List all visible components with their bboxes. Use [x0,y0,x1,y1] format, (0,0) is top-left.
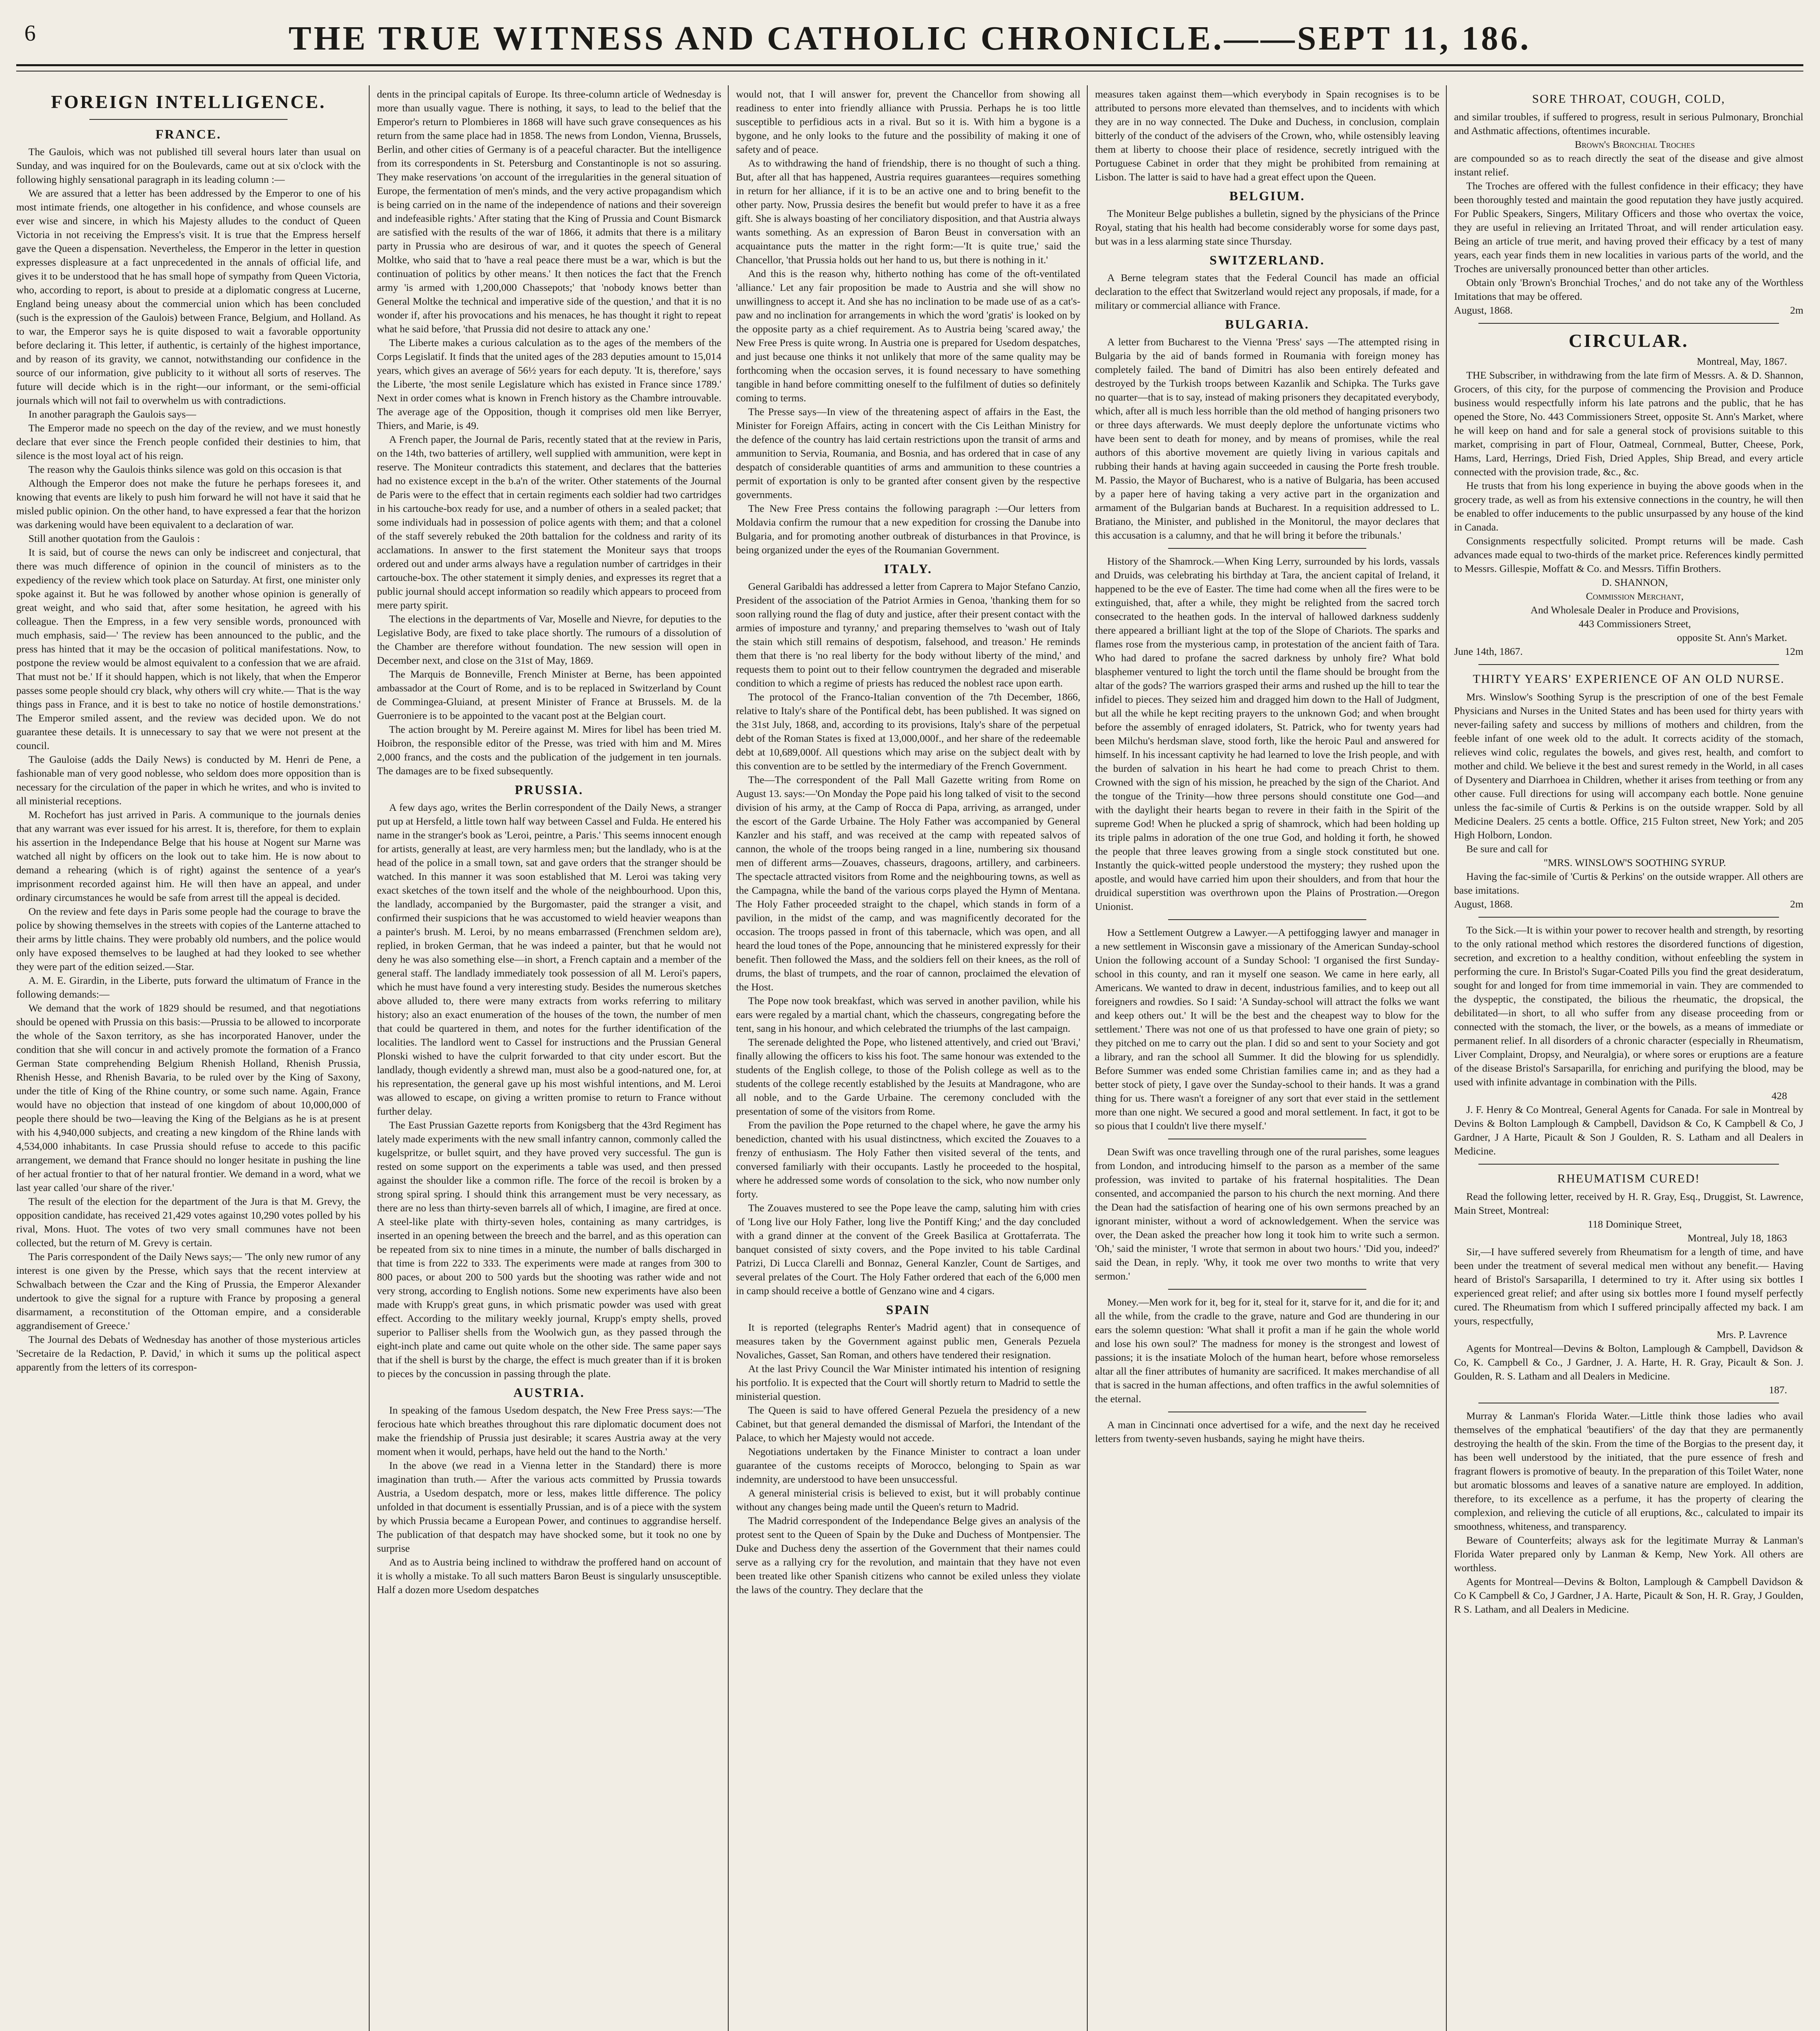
masthead-rule-top [16,64,1803,66]
column-3 [736,87,1080,2031]
article-paragraph: The serenade delighted the Pope, who listened attentively, and cried out 'Bravi,' finally allowing the officers to kiss his foot. The same honour was extended to the students of the English college, to those of the Polish college as well as to the students of the college recently established by the Jesuits at Mandragone, who are all noble, and to the Garde Urbaine. The ceremony concluded with the presentation of some of the visitors from Rome. [736,1036,1080,1117]
ad-paragraph: THE Subscriber, in withdrawing from the late firm of Messrs. A. & D. Shannon, Grocers, of this city, for the purpose of commencing the Provision and Produce business would respectfully inform his late patrons and the public, that he has opened the Store, No. 443 Commissioners Street, opposite St. Ann's Market, where he will keep on hand and for sale a general stock of provisions suitable to this market, comprising in part of Flour, Oatmeal, Cornmeal, Butter, Cheese, Pork, Hams, Lard, Herrings, Dried Fish, Dried Apples, Ship Bread, and every article connected with the provision trade, &c., &c. [1454,369,1803,478]
column-divider-4 [1446,85,1447,2031]
ad-paragraph: Consignments respectfully solicited. Prompt returns will be made. Cash advances made equal to two-thirds of the market price. References kindly permitted to Messrs. Gillespie, Moffatt & Co. and Messrs. Tiffin Brothers. [1454,535,1803,574]
ad-heading-rheumatism: RHEUMATISM CURED! [1557,1172,1700,1185]
item-rule [1168,919,1366,920]
heading-france: FRANCE. [155,127,222,141]
column-divider-1 [369,85,370,2031]
article-paragraph: The Moniteur Belge publishes a bulletin, signed by the physicians of the Prince Royal, stating that his health had become considerably worse for some days past, but was in a less alarming state since Thursday. [1095,208,1439,247]
ad-rule [1478,664,1779,665]
ad-code: 2m [1790,898,1803,910]
ad-paragraph: Murray & Lanman's Florida Water.—Little think those ladies who avail themselves of the emphatical 'beautifiers' of the day that they are permanently destroying the health of the skin. From the time of the Borgias to the present day, it has been well understood by the initiated, that the pure essence of fresh and fragrant flowers is promotive of beauty. In the preparation of this Toilet Water, none but aromatic blossoms and leaves of a sanative nature are employed. In addition, therefore, to its excellence as a perfume, it has the property of clearing the complexion, and relieving the cuticle of all eruptions, &c., calculated to impair its smoothness, whiteness, and transparency. [1454,1410,1803,1532]
ad-signature-title: Commission Merchant, [1586,590,1684,602]
article-paragraph: On the review and fete days in Paris some people had the courage to brave the police by showing themselves in the streets with copies of the Lanterne attached to their arms by little chains. They were probably old numbers, and the police would only have exposed themselves to be laughed at had they looked to see whether they were part of the edition seized.—Star. [16,905,361,972]
article-paragraph: A French paper, the Journal de Paris, recently stated that at the review in Paris, on the 14th, two batteries of artillery, well supplied with ammunition, were kept in reserve. The Moniteur contradicts this statement, and declares that the batteries had no existence except in the b.a'n of the writer. Other statements of the Journal de Paris were to the effect that in certain regiments each soldier had two cartridges in his cartouche-box ready for use, and a number of others in a sealed packet; that some individuals had in possession of police agents with them; and that a colonel of the staff severely rebuked the 20th battalion for the coldness and rarity of its acclamations. In answer to the first statement the Moniteur says that troops ordered out and under arms always have a regulation number of cartridges in their cartouche-box. The other statement it simply denies, and expresses its regret that a public journal should accept information so readily which appears to proceed from mere party spirit. [377,433,721,611]
article-paragraph: The Presse says—In view of the threatening aspect of affairs in the East, the Minister for Foreign Affairs, acting in concert with the Cis Leithan Ministry for the defence of the country has laid certain restrictions upon the transit of arms and ammunition to Servia, Roumania, and Bosnia, and has ordered that in case of any despatch of considerable quantities of arms and ammunition to these countries a permit of exportation is only to be granted after consent given by the respective governments. [736,406,1080,500]
article-paragraph: In speaking of the famous Usedom despatch, the New Free Press says:—'The ferocious hate which breathes throughout this rare diplomatic document does not make the friendship of Prussia just desirable; it scares Austria away at the very moment when it would, perhaps, have held out the hand to the North.' [377,1404,721,1457]
article-paragraph: It is said, but of course the news can only be indiscreet and conjectural, that there was much difference of opinion in the council of ministers as to the expediency of the review which took place on Saturday. At first, one minister only spoke against it. But he was followed by another whose opinion is generally of great weight, and who said that, after some hesitation, he agreed with his colleague. Then the Empress, in a few very sensible words, pronounced with much emphasis, said—' The review has been announced to the public, and the press has hinted that it may be the occasion of political manifestations. Now, to postpone the review would be almost equivalent to a confession that we are afraid. That must not be.' If it should happen, which is not likely, that when the Emperor passes some people should cry black, why others will cry white.— That is the way things pass in France, and it is best to take no notice of hostile demonstrations.' The Emperor smiled assent, and the review was decided upon. We do not guarantee these details. It is unnecessary to say that we were not present at the council. [16,546,361,751]
article-paragraph: The result of the election for the department of the Jura is that M. Grevy, the opposition candidate, has received 21,429 votes against 10,290 votes polled by his rival, Mons. Huot. The votes of two very small communes have not been collected, but the return of M. Grevy is certain. [16,1195,361,1249]
ad-paragraph: Agents for Montreal—Devins & Bolton, Lamplough & Campbell, Davidson & Co, K. Campbell & Co., J Gardner, J. A. Harte, H. R. Gray, Picault & Son. J. Goulden, R. S. Latham and all Dealers in Medicine. [1454,1342,1803,1382]
article-paragraph: The Zouaves mustered to see the Pope leave the camp, saluting him with cries of 'Long live our Holy Father, long live the Pontiff King;' and the day concluded with a grand dinner at the convent of the Greek Basilica at Grottaferrata. The banquet consisted of sixty covers, and the Pope invited to his table Cardinal Patrizi, Di Lucca Clarelli and Bonnaz, General Kanzler, Count de Sartiges, and several prelates of the Court. The Holy Father ordered that each of the 6,000 men in camp should receive a bottle of Genzano wine and 4 cigars. [736,1202,1080,1297]
article-paragraph: History of the Shamrock.—When King Lerry, surrounded by his lords, vassals and Druids, was celebrating his birthday at Tara, the ancient capital of Ireland, it happened to be the eve of Easter. The time had come when all the fires were to be extinguished, that, after a while, they might be relighted from the sacred torch consecrated to the heathen gods. In the interval of hallowed darkness suddenly there appeared a brilliant light at the top of the Slope of Chariots. The sparks and flames rose from the mysterious camp, in protestation of the ancient faith of Tara. Who had dared to profane the sacred darkness by unholy fire? What bold blasphemer ventured to light the torch until the flame should be brought from the altar of the gods? The warriors grasped their arms and rushed up the hill to tear the infidel to pieces. They seized him and dragged him down to the Hall of Judgment, but all the while he kept reciting prayers to the unknown God; and when brought before the assembly of enraged idolaters, St. Patrick, who for twenty years had been Milchu's herdsman slave, stood forth, like the heroic Paul and answered for himself. In his incessant captivity he had learned to love the Irish people, and with the burden of salvation in his heart he had come to preach Christ to them. Crowned with the sign of his mission, he preached by the sign of the Chariot. And the tongue of the Trinity—how three persons should constitute one God—and with the daylight their hearts began to revere in their faith in the Spirit of the supreme God! When he plucked a sprig of shamrock, which had been holding up its triple palms in adoration of the one true God, and holding it forth, he showed the people that three leaves growing from a single stock constituted but one. Instantly the quick-witted people understood the mystery; they rushed upon the apostle, and would have carried him upon their shoulders, and from that hour the druidical superstition was overthrown upon the Plains of Prostration.—Oregon Unionist. [1095,555,1439,912]
ad-rule [1478,323,1779,324]
ad-heading-sore-throat: SORE THROAT, COUGH, COLD, [1532,92,1725,106]
article-paragraph: measures taken against them—which everybody in Spain recognises is to be attributed to persons more elevated than themselves, and to incidents with which they are in no way connected. The Duke and Duchess, in conclusion, complain bitterly of the conduct of the advisers of the Crown, who, while ostensibly leaving them at liberty to choose their place of residence, secretly intrigued with the Portuguese Cabinet in order that they might be prohibited from remaining at Lisbon. The latter is said to have had a great effect upon the Queen. [1095,88,1439,183]
article-paragraph: The Journal des Debats of Wednesday has another of those mysterious articles 'Secretaire de la Redaction, P. David,' in which it sums up the political aspect apparently from the letters of its correspon- [16,1334,361,1373]
ad-code: 2m [1790,304,1803,316]
article-paragraph: The reason why the Gaulois thinks silence was gold on this occasion is that [28,463,342,475]
ad-paragraph: Beware of Counterfeits; always ask for the legitimate Murray & Lanman's Florida Water prepared only by Lanman & Kemp, New York. All others are worthless. [1454,1534,1803,1574]
heading-italy: ITALY. [884,561,933,576]
page-number: 6 [24,21,36,46]
article-paragraph: M. Rochefort has just arrived in Paris. A communique to the journals denies that any warrant was ever issued for his arrest. It is, therefore, for them to explain his assertion in the Independance Belge that his house at Nogent sur Marne was watched all night by officers on the look out to take him. He is now about to demand a rehearing (which is of right) against the sentence of a year's imprisonment recorded against him. He will then have an appeal, and under ordinary circumstances he would be safe from arrest till the appeal is decided. [16,809,361,903]
newspaper-title: THE TRUE WITNESS AND CATHOLIC CHRONICLE.——SEPT 11, 186. [288,19,1531,57]
article-paragraph: Money.—Men work for it, beg for it, steal for it, starve for it, and die for it; and all the while, from the cradle to the grave, nature and God are thundering in our ears the solemn question: 'What shall it profit a man if he gain the whole world and lose his own soul?' The madness for money is the strongest and lowest of passions; it is the insatiate Moloch of the human heart, before whose remorseless altar all the finer attributes of humanity are sacrificed. It makes merchandise of all that is sacred in the human affections, and often traffics in the awful solemnities of the eternal. [1095,1296,1439,1405]
article-paragraph: We demand that the work of 1829 should be resumed, and that negotiations should be opened with Prussia on this basis:—Prussia to be allowed to incorporate the whole of the Saxon territory, as she has incorporated Hanover, under the condition that she will concur in and actively promote the formation of a Franco German State comprehending Belgium Rhenish Holland, Rhenish Prussia, Rhenish Hesse, and Rhenish Bavaria, to be ruled over by the King of Saxony, under the title of King of the Rhine country, or some such name. Again, France would have no objection that instead of one kingdom of about 10,000,000 of people there should be two—leaving the King of the Belgians as he is at present with his 4,940,000 subjects, and creating a new kingdom of the Rhine lands with 4,534,000 inhabitants. In case Prussia should refuse to accede to this pacific arrangement, we demand that France should no longer hesitate in pushing the line of her actual frontier to that of her natural frontier. We demand in a word, what we last year called 'our share of the river.' [16,1002,361,1193]
article-paragraph: In another paragraph the Gaulois says— [28,408,196,420]
column-4 [1095,87,1439,2031]
ad-address: And Wholesale Dealer in Produce and Provisions, [1530,604,1739,616]
item-rule [1168,1289,1366,1290]
ad-dateline [1454,645,1803,658]
ad-letter-date: Montreal, July 18, 1863 [1687,1232,1787,1244]
section-title: FOREIGN INTELLIGENCE. [51,91,326,112]
column-2 [377,87,721,2031]
article-paragraph: The protocol of the Franco-Italian convention of the 7th December, 1866, relative to Italy's share of the Pontifical debt, has been published. It was signed on the 31st July, 1868, and, according to its provisions, Italy's share of the perpetual debt of the Roman States is fixed at 13,000,000f., and her share of the redeemable debt at 10,689,000f. All questions which may arise on the subject dealt with by this convention are to be settled by the intermediary of the French Government. [736,691,1080,772]
article-paragraph: A Berne telegram states that the Federal Council has made an official declaration to the effect that Switzerland would reject any proposals, if made, for a military or commercial alliance with France. [1095,272,1439,311]
heading-rule [89,119,288,120]
heading-spain: SPAIN [886,1302,931,1317]
article-paragraph: How a Settlement Outgrew a Lawyer.—A pettifogging lawyer and manager in a new settlement in Wisconsin gave a missionary of the American Sunday-school Union the following account of a Sunday School: 'I organised the first Sunday-school in this county, and ran it myself one season. We came in here early, all Americans. We wanted to draw in decent, industrious families, and to keep out all foreigners and rowdies. So I said: 'A Sunday-school will attract the folks we want and keep others out.' It will be the best and the cheapest way to blow for the settlement.' There was not one of us that professed to have one grain of piety; so they pitched on me to carry out the plan. I did so and sent to your Society and got a library, and ran the school all Summer. It did the blowing for us splendidly. Before Summer was ended some Christian families came in; and as they had a better stock of piety, I gave over the Sunday-school to their hands. It was a grand thing for us. There wasn't a foreigner of any sort that ever staid in the settlement more than one night. We secured a good and moral settlement. In fact, it got to be so pious that I couldn't live there myself.' [1095,927,1439,1132]
ad-paragraph: Having the fac-simile of 'Curtis & Perkins' on the outside wrapper. All others are base imitations. [1454,870,1803,896]
ad-rule [1478,917,1779,918]
article-paragraph: The Liberte makes a curious calculation as to the ages of the members of the Corps Legislatif. It finds that the united ages of the 283 deputies amount to 15,014 years, which gives an average of 56½ years for each deputy. 'It is, therefore,' says the Liberte, 'the most senile Legislature which has existed in France since 1789.' Next in order comes what is known in French history as the Chambre introuvable. The average age of the Opposition, though it comprises old men like Berryer, Thiers, and Marie, is 49. [377,337,721,431]
ad-paragraph: Mrs. Winslow's Soothing Syrup is the prescription of one of the best Female Physicians and Nurses in the United States and has been used for thirty years with never-failing safety and success by millions of mothers and children, from the feeble infant of one week old to the adult. It corrects acidity of the stomach, relieves wind colic, regulates the bowels, and gives rest, health, and comfort to mother and child. We believe it the best and surest remedy in the World, in all cases of Dysentery and Diarrhoea in Children, whether it arises from teething or from any other cause. Full directions for using will accompany each bottle. None genuine unless the fac-simile of Curtis & Perkins is on the outside wrapper. Sold by all Medicine Dealers. 25 cents a bottle. Office, 215 Fulton street, New York; and 205 High Holborn, London. [1454,691,1803,841]
heading-prussia: PRUSSIA. [515,782,584,797]
ad-code: 187. [1769,1384,1787,1396]
article-paragraph: The Gaulois, which was not published till several hours later than usual on Sunday, and was inquired for on the Boulevards, came out at six o'clock with the following highly sensational paragraph in its leading column :— [16,146,361,185]
ad-paragraph: The Troches are offered with the fullest confidence in their efficacy; they have been thoroughly tested and maintain the good reputation they have justly acquired. For Public Speakers, Singers, Military Officers and those who overtax the voice, they are useful in relieving an Irritated Throat, and will render articulation easy. Being an article of true merit, and having proved their efficacy by a test of many years, each year finds them in new localities in various parts of the world, and the Troches are universally pronounced better than other articles. [1454,180,1803,275]
ad-paragraph: He trusts that from his long experience in buying the above goods when in the grocery trade, as well as from his extensive connections in the country, he will then be enabled to offer inducements to the public unsurpassed by any house of the kind in Canada. [1454,480,1803,533]
ad-date: June 14th, 1867. [1454,645,1523,657]
article-paragraph: General Garibaldi has addressed a letter from Caprera to Major Stefano Canzio, President of the association of the Patriot Armies in Genoa, 'thanking them for so soon rallying round the flag of duty and justice, after their present contact with the armies of imposture and tyranny,' and preparing themselves to 'wash out of Italy the stain which still remains of despotism, falsehood, and treason.' He reminds them that there is 'no real liberty for the body without liberty of the mind,' and requests them to point out to their fellow countrymen the degraded and miserable condition to which a regime of priests has reduced the noblest race upon earth. [736,580,1080,689]
item-rule [1168,548,1366,549]
article-paragraph: The Marquis de Bonneville, French Minister at Berne, has been appointed ambassador at the Court of Rome, and is to be replaced in Switzerland by Count de Commingea-Gluiand, at present Minister of France at Brussels. M. de la Guerroniere is to be appointed to the vacant post at the Belgian court. [377,668,721,721]
ad-signature: Mrs. P. Lavrence [1716,1329,1787,1340]
article-paragraph: And this is the reason why, hitherto nothing has come of the oft-ventilated 'alliance.' Let any fair proposition be made to Austria and she will show no unwillingness to accept it. And she has no inclination to be made use of as a cat's-paw and no inclination for arrangements in which the word 'gratis' is looked on by the opposite party as a chief requirement. As to Austria being 'scared away,' the New Free Press is quite wrong. In Austria one is prepared for Usedom despatches, and just because one thinks it not unlikely that more of the same quality may be forthcoming when the occasion serves, it is found necessary to have something tangible in hand before committing oneself to the fulfilment of duties so definitely coming to terms. [736,268,1080,404]
article-paragraph: would not, that I will answer for, prevent the Chancellor from showing all readiness to enter into friendly alliance with Prussia. Perhaps he is too little susceptible to perfidious acts in a rival. But so it is. With him a bygone is a bygone, and he only looks to the future and the possibility of making it one of safety and of peace. [736,88,1080,155]
ad-heading-thirty-years: THIRTY YEARS' EXPERIENCE OF AN OLD NURSE. [1473,672,1785,686]
ad-paragraph: and similar troubles, if suffered to progress, result in serious Pulmonary, Bronchial and Asthmatic affections, oftentimes incurable. [1454,111,1803,136]
article-paragraph: A general ministerial crisis is believed to exist, but it will probably continue without any changes being made until the Queen's return to Madrid. [736,1487,1080,1513]
article-paragraph: Still another quotation from the Gaulois : [28,533,200,544]
ad-address: 443 Commissioners Street, [1578,618,1691,630]
article-paragraph: A man in Cincinnati once advertised for a wife, and the next day he received letters from twenty-seven husbands, saying he might have theirs. [1095,1419,1439,1444]
ad-paragraph: Sir,—I have suffered severely from Rheumatism for a length of time, and have been under the treatment of several medical men without any benefit.— Having heard of Bristol's Sarsaparilla, I determined to try it. After using six bottles I experienced great relief; and after using six bottles more I found myself perfectly cured. The Rheumatism from which I suffered principally affected my back. I am yours, respectfully, [1454,1246,1803,1327]
article-paragraph: The New Free Press contains the following paragraph :—Our letters from Moldavia confirm the rumour that a new expedition for crossing the Danube into Bulgaria, and for promoting another outbreak of disturbances in that Province, is being organized under the eyes of the Roumanian Government. [736,502,1080,556]
article-paragraph: We are assured that a letter has been addressed by the Emperor to one of his most intimate friends, one altogether in his confidence, and whose counsels are ever wise and sincere, in which his Majesty alludes to the conduct of Queen Victoria in not receiving the Empress's visit. It is true that the Empress herself gave the Queen a dispensation. Nevertheless, the Emperor in the letter in question expresses displeasure at a fact unprecedented in the annals of official life, and gives it to be understood that he has small hope of sympathy from Queen Victoria, who, according to report, is about to preside at a diplomatic congress at Lucerne, England being uneasy about the commercial union which has been concluded (such is the expression of the Gaulois) between France, Belgium, and Holland. As to war, the Emperor says he is quite disposed to wait a favorable opportunity before declaring it. This letter, if authentic, is certainly of the highest importance, and by reason of its gravity, we cannot, notwithstanding our confidence in the source of our information, give publicity to it without all sorts of reserves. The future will decide which is in the right—our informant, or the semi-official journals which will not fail to overwhelm us with contradictions. [16,187,361,406]
ad-paragraph: Be sure and call for [1466,843,1548,855]
article-paragraph: As to withdrawing the hand of friendship, there is no thought of such a thing. But, after all that has happened, Austria requires guarantees—requires something in return for her alliance, if it is to be an active one and to bring benefit to the other party. Now, Prussia desires the benefit but would prefer to have it as a free gift. She is always boasting of her conciliatory disposition, and that Austria always wants something. As an expression of Baron Beust in conversation with an acquaintance puts the matter in the right form:—'It is quite true,' said the Chancellor, 'that Prussia holds out her hand to us, but there is nothing in it.' [736,157,1080,266]
article-paragraph: The Queen is said to have offered General Pezuela the presidency of a new Cabinet, but that general demanded the dismissal of Marfori, the Intendant of the Palace, to which her Majesty would not accede. [736,1404,1080,1444]
article-paragraph: The Emperor made no speech on the day of the review, and we must honestly declare that ever since the French people confided their destinies to him, that silence is the most loyal act of his reign. [16,422,361,461]
ad-paragraph: J. F. Henry & Co Montreal, General Agents for Canada. For sale in Montreal by Devins & Bolton Lamplough & Campbell, Davidson & Co, K Campbell & Co, J Gardner, J A Harte, Picault & Son J Goulden, R. S. Latham and all Dealers in Medicine. [1454,1104,1803,1157]
ad-paragraph: To the Sick.—It is within your power to recover health and strength, by resorting to the only rational method which restores the disordered functions of digestion, secretion, and excretion to a healthy condition, without enfeebling the system in performing the cure. In Bristol's Sugar-Coated Pills you find the great desideratum, sought for and longed for from time immemorial in vain. They are commended to the dyspeptic, the constipated, the bilious the rheumatic, the dropsical, the debilitated—in short, to all who suffer from any disease proceeding from or connected with the stomach, the liver, or the bowels, as a means of immediate or permanent relief. In all disorders of a chronic character (especially in Rheumatism, Liver Complaint, Dropsy, and Neuralgia), or where sores or eruptions are a feature of the disease Bristol's Sarsaparilla, for enriching and purifying the blood, may be used with infinite advantage in combination with the Pills. [1454,924,1803,1088]
ad-dateline: Montreal, May, 1867. [1697,355,1787,367]
article-paragraph: dents in the principal capitals of Europe. Its three-column article of Wednesday is more than usually vague. There is nothing, it says, to lead to the belief that the Emperor's return to Plombieres in 1868 will have such grave consequences as his return from the same place had in 1858. The news from London, Vienna, Brussels, Berlin, and other cities of Germany is of a peaceful character. But the intelligence from its correspondents in St. Petersburg and Constantinople is not so assuring. They make reservations 'on account of the irregularities in the general situation of Europe, the fermentation of men's minds, and the very active propagandism which is being carried on in the name of the independence of nations and their sovereign and indefeasible rights.' After stating that the King of Prussia and Count Bismarck are satisfied with the results of the war of 1866, it admits that there is a military party in Prussia who are desirous of war, and it quotes the speech of General Moltke, who said that to 'have a real peace there must be a war, which is but the continuation of politics by other means.' It then notices the fact that the French army 'is armed with 1,200,000 Chassepots;' that 'nobody knows better than General Moltke the technical and imperative side of the question,' and that it is no wonder if, after his provocations and his menaces, he has thought it right to repeat what he said before, 'that Prussia did not desire to attack any one.' [377,88,721,335]
article-paragraph: Although the Emperor does not make the future he perhaps foresees it, and knowing that events are likely to push him forward he will not have it said that he misled public opinion. On the other hand, to have expressed a fear that the horizon was darkening would have been equivalent to a declaration of war. [16,477,361,530]
ad-heading-circular: CIRCULAR. [1569,330,1689,351]
heading-bulgaria: BULGARIA. [1225,317,1309,331]
ad-dateline [1454,303,1803,317]
heading-switzerland: SWITZERLAND. [1209,253,1325,267]
article-paragraph: A letter from Bucharest to the Vienna 'Press' says —The attempted rising in Bulgaria by the aid of bands formed in Roumania with foreign money has completely failed. The band of Dimitri has also been entirely defeated and destroyed by the Turkish troops between Kazanlik and Schipka. The Turks gave no quarter—that is to say, instead of making prisoners they decapitated everybody, which, after all is much less horrible than the old method of hanging prisoners two or three days afterwards. We must deeply deplore the unfortunate victims who have been sent to death for money, and by means of promises, while the real authors of this abortive movement are quietly living in various capitals and rubbing their hands at having again succeeded in causing the Porte fresh trouble. M. Passio, the Mayor of Bucharest, who is a native of Bulgaria, has been accused by a paper here of having taking a very active part in the organization and armament of the Bulgarian bands at Bucharest. In a requisition addressed to L. Bratiano, the Minister, and published in the Monitorul, the mayor declares that this accusation is a calumny, and that he will bring it before the tribunals.' [1095,336,1439,541]
ad-paragraph: Agents for Montreal—Devins & Bolton, Lamplough & Campbell Davidson & Co K Campbell & Co, J Gardner, J A. Harte, Picault & Son, H. R. Gray, J Goulden, R S. Latham, and all Dealers in Medicine. [1454,1576,1803,1615]
ad-paragraph: Read the following letter, received by H. R. Gray, Esq., Druggist, St. Lawrence, Main Street, Montreal: [1454,1191,1803,1216]
ad-subheading: Brown's Bronchial Troches [1575,139,1695,150]
article-paragraph: It is reported (telegraphs Renter's Madrid agent) that in consequence of measures taken by the Government against public men, Generals Pezuela Novaliches, Gasset, San Roman, and others have tendered their resignation. [736,1321,1080,1361]
ad-signature: D. SHANNON, [1601,576,1668,588]
ad-date: August, 1868. [1454,898,1513,910]
article-paragraph: The Paris correspondent of the Daily News says;— 'The only new rumor of any interest is one given by the Presse, which says that the recent interview at Schwalbach between the Czar and the King of Prussia, the Emperor Alexander undertook to give the signal for a rupture with France by proposing a general disarmament, a reconstitution of the Ottoman empire, and a considerable aggrandisement of Greece.' [16,1251,361,1332]
heading-belgium: BELGIUM. [1229,188,1305,203]
ad-rule [1478,1164,1779,1165]
article-paragraph: The Madrid correspondent of the Independance Belge gives an analysis of the protest sent to the Queen of Spain by the Duke and Duchess of Montpensier. The Duke and Duchess deny the assertion of the Government that their names could serve as a rallying cry for the revolution, and maintain that they have not even been treated like other Spanish citizens who cannot be exiled unless they violate the laws of the country. They declare that the [736,1515,1080,1596]
article-paragraph: Dean Swift was once travelling through one of the rural parishes, some leagues from London, and introducing himself to the parson as a member of the same profession, was invited to partake of his fraternal hospitalities. The Dean consented, and accompanied the parson to his church the next morning. And there the Dean had the satisfaction of hearing one of his own sermons preached by an ignorant minister, without a word of acknowledgement. When the service was over, the Dean asked the preacher how long it took him to write such a sermon. 'Oh,' said the minister, 'I wrote that sermon in about two hours.' 'Did you, indeed?' said the Dean, in reply. 'Why, it took me over two months to write that very sermon.' [1095,1146,1439,1282]
article-paragraph: Negotiations undertaken by the Finance Minister to contract a loan under guarantee of the customs receipts of Morocco, belonging to Spain as war indemnity, are understood to have been unsuccessful. [736,1446,1080,1485]
ad-paragraph: are compounded so as to reach directly the seat of the disease and give almost instant relief. [1454,152,1803,178]
column-5-advertisements [1454,87,1803,2031]
article-paragraph: At the last Privy Council the War Minister intimated his intention of resigning his portfolio. It is expected that the Court will shortly return to Madrid to settle the ministerial question. [736,1363,1080,1402]
ad-code: 12m [1785,645,1803,657]
article-paragraph: A. M. E. Girardin, in the Liberte, puts forward the ultimatum of France in the following demands:— [16,974,361,1000]
article-paragraph: In the above (we read in a Vienna letter in the Standard) there is more imagination than truth.— After the various acts committed by Prussia towards Austria, a Usedom despatch, more or less, makes little difference. The policy unfolded in that document is essentially Prussian, and is of a piece with the system by which Prussia became a European Power, and continues to aggrandise herself. The publication of that despatch may have shocked some, but it took no one by surprise [377,1459,721,1554]
article-paragraph: The—The correspondent of the Pall Mall Gazette writing from Rome on August 13. says:—'On Monday the Pope paid his long talked of visit to the second division of his army, at the Camp of Rocca di Papa, arriving, as arranged, under the escort of the Garde Urbaine. The Holy Father was accompanied by General Kanzler and his staff, and was received at the camp with repeated salvos of cannon, the whole of the troops being ranged in a line, numbering six thousand men of different arms—Zouaves, chasseurs, dragoons, artillery, and carbineers. The spectacle attracted visitors from Rome and the neighbouring towns, as well as the Campagna, while the band of the various corps played the Hymn of Mentana. The Holy Father proceeded straight to the chapel, which stands in form of a pavilion, in the midst of the camp, and was magnificently decorated for the occasion. The troops passed in front of this tabernacle, which was open, and all heard the loud tones of the Pope, announcing that he ministered expressly for their benefit. Then followed the Mass, and the soldiers fell on their knees, as the roll of drums, the blast of trumpets, and the roar of cannon, proclaimed the elevation of the Host. [736,774,1080,993]
column-1 [16,87,361,2031]
ad-letter-address: 118 Dominique Street, [1588,1218,1682,1230]
article-paragraph: The elections in the departments of Var, Moselle and Nievre, for deputies to the Legislative Body, are fixed to take place shortly. The rumours of a dissolution of the Chamber are therefore without foundation. The new session will open in December next, and close on the 31st of May, 1869. [377,613,721,666]
article-paragraph: And as to Austria being inclined to withdraw the proffered hand on account of it is wholly a mistake. To all such matters Baron Beust is singularly unsusceptible. Half a dozen more Usedom despatches [377,1556,721,1596]
column-divider-3 [1087,85,1088,2031]
heading-austria: AUSTRIA. [513,1385,585,1400]
article-paragraph: A few days ago, writes the Berlin correspondent of the Daily News, a stranger put up at Hersfeld, a little town half way between Cassel and Fulda. He entered his name in the stranger's book as 'Leroi, peintre, a Paris.' This seems innocent enough for artists, generally at least, are very harmless men; but the landlady, who is at the head of the police in a small town, sat and gave orders that the stranger should be watched. In this manner it was soon established that M. Leroi was taking very exact sketches of the town itself and the whole of the neighbourhood. Upon this, the landlady, accompanied by the Burgomaster, paid the stranger a visit, and confirmed their suspicions that he was accustomed to wield heavier weapons than a painter's brush. M. Leroi, by no means embarrassed (Frenchmen seldom are), replied, in broken German, that he was indeed a painter, but that he would not deny he was also something else—in short, a French captain and a member of the general staff. The landlady immediately took possession of all M. Leroi's papers, which he must have found a very interesting study. Besides the numerous sketches above alluded to, there were many extracts from works referring to military history; also an exact enumeration of the houses of the town, the number of men that could be quartered in them, and notes for the further identification of the localities. The landlord went to Cassel for instructions and the Prussian General Plonski wished to have the culprit forwarded to that city under escort. But the landlady, though evidently a shrewd man, must also be a good-natured one, for, at his representation, the general gave up his most wishful intentions, and M. Leroi was allowed to escape, on giving a written promise to return to France without further delay. [377,801,721,1117]
column-divider-2 [728,85,729,2031]
ad-date: August, 1868. [1454,304,1513,316]
article-paragraph: The Gauloise (adds the Daily News) is conducted by M. Henri de Pene, a fashionable man of very good noblesse, who seldom does more opposition than is necessary for the circulation of the paper in which he writes, and who is invited to all ministerial receptions. [16,754,361,807]
ad-code: 428 [1771,1090,1787,1102]
ad-dateline [1454,897,1803,911]
ad-address: opposite St. Ann's Market. [1677,632,1787,643]
ad-subheading: "MRS. WINSLOW'S SOOTHING SYRUP. [1543,857,1726,868]
article-paragraph: The action brought by M. Pereire against M. Mires for libel has been tried M. Hoibron, the responsible editor of the Presse, was tried with him and M. Mires 2,000 francs, and the costs and the publication of the judgement in ten journals. The damages are to be fixed subsequently. [377,723,721,777]
newspaper-page [16,16,1803,2031]
ad-paragraph: Obtain only 'Brown's Bronchial Troches,' and do not take any of the Worthless Imitations that may be offered. [1454,277,1803,302]
article-paragraph: The East Prussian Gazette reports from Konigsberg that the 43rd Regiment has lately made experiments with the new small infantry cannon, commonly called the kugelspritze, or bullet squirt, and they have proved very successful. The gun is rested on some support on the experiments a table was used, and then pressed against the shoulder like a common rifle. The force of the recoil is broken by a strong spiral spring. I should think this arrangement must be very necessary, as there are no less than thirty-seven barrels all of which, I imagine, are fired at once. A steel-like plate with thirty-seven holes, containing as many cartridges, is inserted in an opening between the breech and the barrel, and as this operation can be repeated from six to nine times in a minute, the number of balls discharged in that time is from 222 to 333. The experiments were made at ranges from 300 to 800 paces, or about 200 to 500 yards but the shooting was rather wide and not very strong, according to English notions. Some new experiments have also been made with Krupp's great guns, in which prismatic powder was used with great effect. According to the military weekly journal, Krupp's empty shells, proved superior to Palliser shells from the Woolwich gun, as they passed through the eight-inch plate and came out quite whole on the other side. The same paper says that if the shell is burst by the charge, the effect is much greater than if it is broken to pieces by the concussion in passing through the plate. [377,1119,721,1379]
article-paragraph: The Pope now took breakfast, which was served in another pavilion, while his ears were regaled by a martial chant, which the chasseurs, congregating before the tent, sang in his honour, and which celebrated the triumphs of the last campaign. [736,995,1080,1034]
article-paragraph: From the pavilion the Pope returned to the chapel where, he gave the army his benediction, chanted with his usual distinctness, which excited the Zouaves to a frenzy of enthusiasm. The Holy Father then visited several of the tents, and conversed familiarly with their occupants. Lastly he proceeded to the hospital, where he addressed some words of consolation to the sick, who now number only forty. [736,1119,1080,1200]
